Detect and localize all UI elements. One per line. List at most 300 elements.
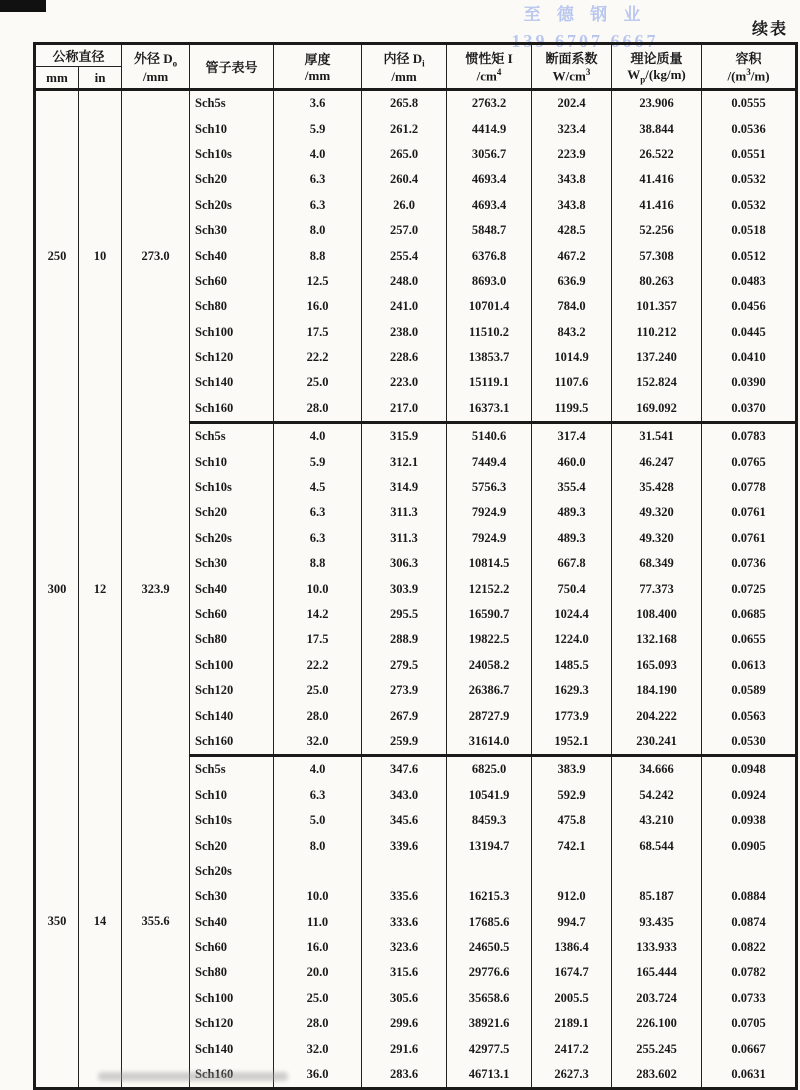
dn-mm-cell: 250 — [35, 90, 79, 423]
value-cell: 343.8 — [532, 167, 612, 192]
value-cell: 17.5 — [274, 320, 362, 345]
schedule-cell: Sch5s — [190, 90, 274, 117]
header-nominal-diameter — [35, 44, 122, 67]
value-cell: 13194.7 — [447, 833, 532, 858]
header-unit: $/(m^3/m)$ — [727, 67, 770, 84]
value-cell: 5.9 — [274, 116, 362, 141]
schedule-cell: Sch20s — [190, 526, 274, 551]
table-body — [35, 90, 797, 1089]
value-cell: 306.3 — [362, 551, 447, 576]
value-cell: 25.0 — [274, 986, 362, 1011]
pipe-spec-table — [33, 42, 798, 1090]
header-label: 外径 $D_o$ — [133, 51, 178, 69]
header-theoretical-mass — [612, 44, 702, 90]
value-cell: 68.544 — [612, 833, 702, 858]
value-cell: 32.0 — [274, 729, 362, 756]
schedule-cell: Sch80 — [190, 627, 274, 652]
value-cell — [274, 859, 362, 884]
value-cell: 0.0532 — [702, 167, 797, 192]
value-cell: 267.9 — [362, 703, 447, 728]
value-cell: 0.0874 — [702, 910, 797, 935]
schedule-cell: Sch160 — [190, 729, 274, 756]
value-cell: 10.0 — [274, 884, 362, 909]
value-cell: 460.0 — [532, 449, 612, 474]
value-cell: 28.0 — [274, 703, 362, 728]
value-cell: 333.6 — [362, 910, 447, 935]
scan-artifact-smudge — [98, 1072, 288, 1081]
header-label: 惯性矩 I — [465, 51, 513, 67]
value-cell: 77.373 — [612, 576, 702, 601]
value-cell: 26.0 — [362, 193, 447, 218]
value-cell: 0.0512 — [702, 243, 797, 268]
value-cell: 0.0667 — [702, 1036, 797, 1061]
schedule-cell: Sch20 — [190, 500, 274, 525]
value-cell: 260.4 — [362, 167, 447, 192]
value-cell: 1773.9 — [532, 703, 612, 728]
value-cell: 41.416 — [612, 167, 702, 192]
value-cell: 6.3 — [274, 526, 362, 551]
schedule-cell: Sch80 — [190, 960, 274, 985]
value-cell: 5140.6 — [447, 423, 532, 450]
value-cell: 467.2 — [532, 243, 612, 268]
value-cell: 35658.6 — [447, 986, 532, 1011]
od-cell: 273.0 — [122, 90, 190, 423]
table-row — [35, 90, 797, 117]
value-cell: 4693.4 — [447, 193, 532, 218]
value-cell: 0.0948 — [702, 756, 797, 783]
dn-mm-cell: 350 — [35, 756, 79, 1089]
value-cell: 4.0 — [274, 756, 362, 783]
value-cell: 165.444 — [612, 960, 702, 985]
value-cell: 343.8 — [532, 193, 612, 218]
schedule-cell: Sch20s — [190, 193, 274, 218]
schedule-cell: Sch140 — [190, 1036, 274, 1061]
value-cell: 10.0 — [274, 576, 362, 601]
value-cell: 8.0 — [274, 833, 362, 858]
value-cell: 0.0822 — [702, 935, 797, 960]
value-cell: 0.0483 — [702, 269, 797, 294]
schedule-cell: Sch120 — [190, 678, 274, 703]
value-cell: 26386.7 — [447, 678, 532, 703]
watermark-company: 至 德 钢 业 — [523, 5, 647, 24]
value-cell: 8459.3 — [447, 808, 532, 833]
value-cell: 8693.0 — [447, 269, 532, 294]
schedule-cell: Sch10s — [190, 475, 274, 500]
value-cell: 80.263 — [612, 269, 702, 294]
value-cell: 317.4 — [532, 423, 612, 450]
schedule-cell: Sch10s — [190, 808, 274, 833]
value-cell: 4693.4 — [447, 167, 532, 192]
value-cell: 16.0 — [274, 935, 362, 960]
value-cell: 0.0589 — [702, 678, 797, 703]
value-cell: 279.5 — [362, 653, 447, 678]
value-cell: 7449.4 — [447, 449, 532, 474]
value-cell: 202.4 — [532, 90, 612, 117]
header-unit: /mm — [142, 68, 169, 84]
header-label: 断面系数 — [545, 51, 598, 67]
header-label: 公称直径 — [52, 49, 105, 64]
schedule-cell: Sch10 — [190, 783, 274, 808]
watermark-phone: 139 6707 6667 — [511, 30, 659, 51]
value-cell: 14.2 — [274, 602, 362, 627]
value-cell: 347.6 — [362, 756, 447, 783]
value-cell: 339.6 — [362, 833, 447, 858]
schedule-cell: Sch20 — [190, 167, 274, 192]
header-moment-of-inertia — [447, 44, 532, 90]
value-cell: 169.092 — [612, 396, 702, 423]
value-cell: 31614.0 — [447, 729, 532, 756]
value-cell: 85.187 — [612, 884, 702, 909]
value-cell: 3056.7 — [447, 142, 532, 167]
value-cell: 49.320 — [612, 500, 702, 525]
value-cell: 10701.4 — [447, 294, 532, 319]
value-cell: 12.5 — [274, 269, 362, 294]
value-cell: 592.9 — [532, 783, 612, 808]
value-cell — [532, 859, 612, 884]
schedule-cell: Sch60 — [190, 602, 274, 627]
dn-in-cell: 10 — [79, 90, 122, 423]
header-label: 容积 — [735, 51, 762, 67]
header-label: 管子表号 — [205, 60, 258, 75]
header-unit: /mm — [391, 68, 417, 84]
value-cell: 1014.9 — [532, 345, 612, 370]
value-cell: 0.0761 — [702, 500, 797, 525]
value-cell: 2417.2 — [532, 1036, 612, 1061]
value-cell: 93.435 — [612, 910, 702, 935]
value-cell: 24650.5 — [447, 935, 532, 960]
value-cell: 1107.6 — [532, 370, 612, 395]
value-cell: 742.1 — [532, 833, 612, 858]
value-cell: 4.0 — [274, 142, 362, 167]
value-cell: 110.212 — [612, 320, 702, 345]
value-cell: 20.0 — [274, 960, 362, 985]
od-cell: 323.9 — [122, 423, 190, 756]
value-cell: 1224.0 — [532, 627, 612, 652]
table-row — [35, 756, 797, 783]
value-cell: 132.168 — [612, 627, 702, 652]
value-cell: 29776.6 — [447, 960, 532, 985]
header-inner-diameter — [362, 44, 447, 90]
header-label: 理论质量 — [630, 51, 683, 67]
value-cell: 22.2 — [274, 653, 362, 678]
value-cell: 315.9 — [362, 423, 447, 450]
value-cell: 0.0370 — [702, 396, 797, 423]
value-cell: 1674.7 — [532, 960, 612, 985]
value-cell: 16373.1 — [447, 396, 532, 423]
value-cell: 46713.1 — [447, 1062, 532, 1089]
header-section-modulus — [532, 44, 612, 90]
value-cell: 2005.5 — [532, 986, 612, 1011]
schedule-cell: Sch60 — [190, 269, 274, 294]
value-cell: 323.4 — [532, 116, 612, 141]
value-cell: 223.9 — [532, 142, 612, 167]
value-cell: 6.3 — [274, 193, 362, 218]
value-cell: 0.0518 — [702, 218, 797, 243]
table-header — [35, 44, 797, 90]
value-cell: 25.0 — [274, 678, 362, 703]
dn-in-cell: 12 — [79, 423, 122, 756]
value-cell: 223.0 — [362, 370, 447, 395]
value-cell: 11.0 — [274, 910, 362, 935]
value-cell: 2627.3 — [532, 1062, 612, 1089]
value-cell: 489.3 — [532, 526, 612, 551]
value-cell: 295.5 — [362, 602, 447, 627]
value-cell: 32.0 — [274, 1036, 362, 1061]
value-cell: 10541.9 — [447, 783, 532, 808]
value-cell: 54.242 — [612, 783, 702, 808]
value-cell: 226.100 — [612, 1011, 702, 1036]
value-cell: 8.8 — [274, 551, 362, 576]
value-cell: 0.0456 — [702, 294, 797, 319]
value-cell: 1485.5 — [532, 653, 612, 678]
value-cell: 49.320 — [612, 526, 702, 551]
value-cell: 0.0445 — [702, 320, 797, 345]
value-cell: 42977.5 — [447, 1036, 532, 1061]
value-cell — [447, 859, 532, 884]
value-cell: 11510.2 — [447, 320, 532, 345]
value-cell: 16590.7 — [447, 602, 532, 627]
value-cell: 345.6 — [362, 808, 447, 833]
header-unit: /mm — [304, 68, 331, 83]
value-cell: 255.4 — [362, 243, 447, 268]
value-cell: 5.9 — [274, 449, 362, 474]
value-cell: 303.9 — [362, 576, 447, 601]
value-cell: 17685.6 — [447, 910, 532, 935]
value-cell: 6.3 — [274, 500, 362, 525]
value-cell: 16215.3 — [447, 884, 532, 909]
value-cell: 323.6 — [362, 935, 447, 960]
value-cell: 5756.3 — [447, 475, 532, 500]
value-cell: 0.0410 — [702, 345, 797, 370]
value-cell: 217.0 — [362, 396, 447, 423]
schedule-cell: Sch100 — [190, 986, 274, 1011]
value-cell: 0.0733 — [702, 986, 797, 1011]
value-cell: 0.0778 — [702, 475, 797, 500]
value-cell: 750.4 — [532, 576, 612, 601]
value-cell: 667.8 — [532, 551, 612, 576]
schedule-cell: Sch30 — [190, 551, 274, 576]
value-cell: 38921.6 — [447, 1011, 532, 1036]
value-cell: 52.256 — [612, 218, 702, 243]
value-cell: 28.0 — [274, 1011, 362, 1036]
value-cell: 41.416 — [612, 193, 702, 218]
value-cell: 17.5 — [274, 627, 362, 652]
header-unit: $W/cm^3$ — [552, 67, 591, 84]
header-dn-in: in — [79, 67, 122, 90]
value-cell: 68.349 — [612, 551, 702, 576]
value-cell: 1199.5 — [532, 396, 612, 423]
schedule-cell: Sch20s — [190, 859, 274, 884]
value-cell: 133.933 — [612, 935, 702, 960]
value-cell: 255.245 — [612, 1036, 702, 1061]
value-cell: 238.0 — [362, 320, 447, 345]
value-cell: 0.0782 — [702, 960, 797, 985]
value-cell: 0.0631 — [702, 1062, 797, 1089]
value-cell: 101.357 — [612, 294, 702, 319]
dn-mm-cell: 300 — [35, 423, 79, 756]
value-cell: 23.906 — [612, 90, 702, 117]
schedule-cell: Sch120 — [190, 1011, 274, 1036]
value-cell: 315.6 — [362, 960, 447, 985]
value-cell: 428.5 — [532, 218, 612, 243]
value-cell: 10814.5 — [447, 551, 532, 576]
value-cell: 230.241 — [612, 729, 702, 756]
schedule-cell: Sch60 — [190, 935, 274, 960]
schedule-cell: Sch160 — [190, 396, 274, 423]
value-cell: 291.6 — [362, 1036, 447, 1061]
schedule-cell: Sch40 — [190, 243, 274, 268]
value-cell: 843.2 — [532, 320, 612, 345]
value-cell: 355.4 — [532, 475, 612, 500]
header-unit: $W_p/(kg/m)$ — [627, 67, 686, 85]
value-cell: 257.0 — [362, 218, 447, 243]
schedule-cell: Sch160 — [190, 1062, 274, 1089]
value-cell: 57.308 — [612, 243, 702, 268]
header-unit: $/cm^4$ — [476, 67, 502, 84]
value-cell: 24058.2 — [447, 653, 532, 678]
value-cell: 7924.9 — [447, 526, 532, 551]
value-cell: 0.0563 — [702, 703, 797, 728]
value-cell: 0.0761 — [702, 526, 797, 551]
value-cell — [362, 859, 447, 884]
schedule-cell: Sch10 — [190, 116, 274, 141]
value-cell: 2189.1 — [532, 1011, 612, 1036]
schedule-cell: Sch5s — [190, 423, 274, 450]
value-cell: 19822.5 — [447, 627, 532, 652]
value-cell: 8.0 — [274, 218, 362, 243]
value-cell: 5848.7 — [447, 218, 532, 243]
value-cell — [702, 859, 797, 884]
value-cell: 204.222 — [612, 703, 702, 728]
value-cell: 25.0 — [274, 370, 362, 395]
header-schedule — [190, 44, 274, 90]
value-cell: 1386.4 — [532, 935, 612, 960]
value-cell: 46.247 — [612, 449, 702, 474]
value-cell: 22.2 — [274, 345, 362, 370]
value-cell: 0.0938 — [702, 808, 797, 833]
value-cell: 26.522 — [612, 142, 702, 167]
table-row — [35, 423, 797, 450]
value-cell: 8.8 — [274, 243, 362, 268]
schedule-cell: Sch30 — [190, 218, 274, 243]
value-cell: 3.6 — [274, 90, 362, 117]
value-cell: 31.541 — [612, 423, 702, 450]
value-cell: 636.9 — [532, 269, 612, 294]
header-volume — [702, 44, 797, 90]
value-cell: 343.0 — [362, 783, 447, 808]
value-cell: 259.9 — [362, 729, 447, 756]
value-cell: 2763.2 — [447, 90, 532, 117]
value-cell: 248.0 — [362, 269, 447, 294]
value-cell: 7924.9 — [447, 500, 532, 525]
value-cell: 314.9 — [362, 475, 447, 500]
value-cell: 0.0536 — [702, 116, 797, 141]
value-cell: 0.0532 — [702, 193, 797, 218]
value-cell: 34.666 — [612, 756, 702, 783]
value-cell: 152.824 — [612, 370, 702, 395]
value-cell: 283.6 — [362, 1062, 447, 1089]
value-cell: 475.8 — [532, 808, 612, 833]
value-cell: 311.3 — [362, 500, 447, 525]
value-cell: 912.0 — [532, 884, 612, 909]
value-cell: 273.9 — [362, 678, 447, 703]
value-cell: 0.0551 — [702, 142, 797, 167]
value-cell: 288.9 — [362, 627, 447, 652]
value-cell: 1024.4 — [532, 602, 612, 627]
schedule-cell: Sch10s — [190, 142, 274, 167]
value-cell: 312.1 — [362, 449, 447, 474]
value-cell: 0.0924 — [702, 783, 797, 808]
value-cell: 15119.1 — [447, 370, 532, 395]
value-cell: 261.2 — [362, 116, 447, 141]
scan-artifact-mark — [0, 0, 46, 12]
value-cell: 5.0 — [274, 808, 362, 833]
value-cell: 165.093 — [612, 653, 702, 678]
value-cell: 1952.1 — [532, 729, 612, 756]
header-label: 厚度 — [304, 52, 331, 67]
value-cell: 305.6 — [362, 986, 447, 1011]
value-cell: 994.7 — [532, 910, 612, 935]
value-cell: 0.0765 — [702, 449, 797, 474]
header-thickness — [274, 44, 362, 90]
schedule-cell: Sch5s — [190, 756, 274, 783]
value-cell: 28727.9 — [447, 703, 532, 728]
value-cell: 0.0725 — [702, 576, 797, 601]
value-cell: 12152.2 — [447, 576, 532, 601]
value-cell: 6.3 — [274, 783, 362, 808]
value-cell: 0.0555 — [702, 90, 797, 117]
schedule-cell: Sch10 — [190, 449, 274, 474]
value-cell: 311.3 — [362, 526, 447, 551]
value-cell: 13853.7 — [447, 345, 532, 370]
value-cell: 0.0655 — [702, 627, 797, 652]
value-cell: 0.0884 — [702, 884, 797, 909]
value-cell: 4.5 — [274, 475, 362, 500]
schedule-cell: Sch40 — [190, 576, 274, 601]
header-label: 内径 $D_i$ — [383, 51, 425, 69]
value-cell: 184.190 — [612, 678, 702, 703]
value-cell: 0.0736 — [702, 551, 797, 576]
value-cell: 4.0 — [274, 423, 362, 450]
value-cell: 35.428 — [612, 475, 702, 500]
value-cell: 0.0530 — [702, 729, 797, 756]
value-cell: 241.0 — [362, 294, 447, 319]
value-cell: 203.724 — [612, 986, 702, 1011]
dn-in-cell: 14 — [79, 756, 122, 1089]
schedule-cell: Sch100 — [190, 320, 274, 345]
value-cell — [612, 859, 702, 884]
od-cell: 355.6 — [122, 756, 190, 1089]
value-cell: 265.8 — [362, 90, 447, 117]
header-outer-diameter — [122, 44, 190, 90]
schedule-cell: Sch20 — [190, 833, 274, 858]
value-cell: 0.0685 — [702, 602, 797, 627]
schedule-cell: Sch120 — [190, 345, 274, 370]
value-cell: 1629.3 — [532, 678, 612, 703]
header-dn-mm: mm — [35, 67, 79, 90]
schedule-cell: Sch140 — [190, 370, 274, 395]
schedule-cell: Sch40 — [190, 910, 274, 935]
value-cell: 36.0 — [274, 1062, 362, 1089]
value-cell: 108.400 — [612, 602, 702, 627]
value-cell: 38.844 — [612, 116, 702, 141]
value-cell: 335.6 — [362, 884, 447, 909]
value-cell: 4414.9 — [447, 116, 532, 141]
value-cell: 283.602 — [612, 1062, 702, 1089]
value-cell: 0.0613 — [702, 653, 797, 678]
value-cell: 16.0 — [274, 294, 362, 319]
value-cell: 265.0 — [362, 142, 447, 167]
